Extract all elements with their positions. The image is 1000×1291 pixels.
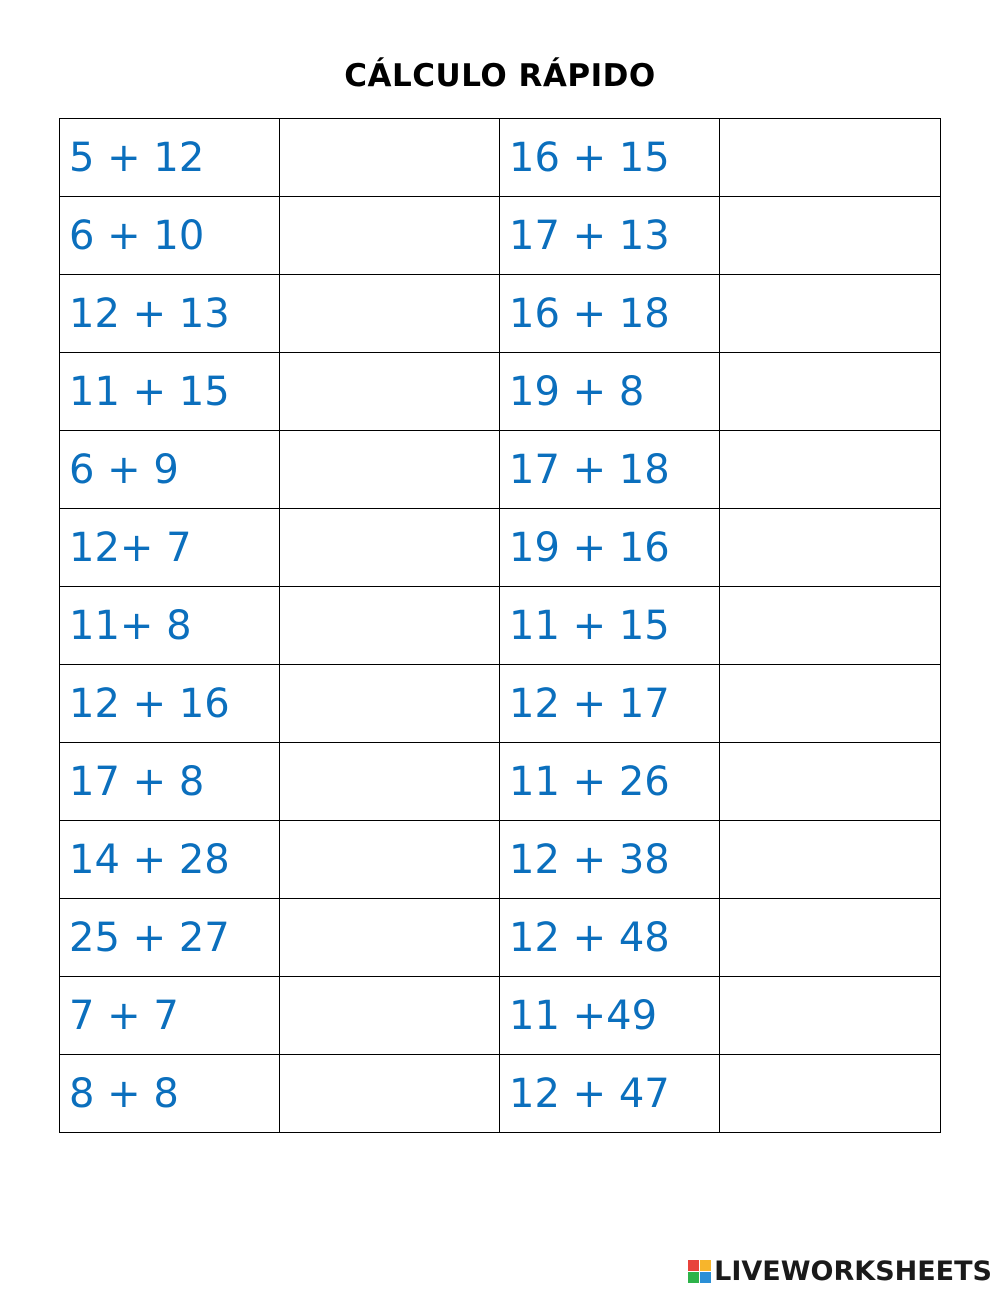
left-answer-input[interactable]	[280, 588, 499, 664]
right-answer-cell	[720, 509, 941, 587]
table-row	[60, 275, 941, 353]
table-row	[60, 509, 941, 587]
right-answer-input[interactable]	[720, 744, 940, 820]
left-answer-cell	[280, 197, 500, 275]
right-expression: 12 + 17	[500, 665, 720, 743]
right-answer-cell	[720, 353, 941, 431]
liveworksheets-logo-icon	[688, 1260, 711, 1283]
left-answer-cell	[280, 1055, 500, 1133]
right-expression: 11 + 15	[500, 587, 720, 665]
left-answer-input[interactable]	[280, 900, 499, 976]
left-answer-cell	[280, 665, 500, 743]
right-expression: 12 + 38	[500, 821, 720, 899]
left-expression: 25 + 27	[60, 899, 280, 977]
left-expression: 14 + 28	[60, 821, 280, 899]
right-answer-input[interactable]	[720, 198, 940, 274]
left-answer-cell	[280, 353, 500, 431]
left-expression: 12+ 7	[60, 509, 280, 587]
right-expression: 17 + 13	[500, 197, 720, 275]
right-answer-cell	[720, 587, 941, 665]
right-expression: 16 + 15	[500, 119, 720, 197]
left-answer-input[interactable]	[280, 354, 499, 430]
left-answer-input[interactable]	[280, 510, 499, 586]
right-answer-input[interactable]	[720, 978, 940, 1054]
right-answer-cell	[720, 197, 941, 275]
logo-square-i	[700, 1260, 711, 1271]
left-answer-input[interactable]	[280, 978, 499, 1054]
calculation-table	[59, 118, 941, 1133]
left-answer-input[interactable]	[280, 120, 499, 196]
right-answer-input[interactable]	[720, 510, 940, 586]
right-answer-input[interactable]	[720, 276, 940, 352]
left-expression: 17 + 8	[60, 743, 280, 821]
brand-name: LIVEWORKSHEETS	[714, 1255, 992, 1287]
left-answer-input[interactable]	[280, 198, 499, 274]
logo-square-l	[688, 1260, 699, 1271]
left-expression: 8 + 8	[60, 1055, 280, 1133]
right-answer-input[interactable]	[720, 588, 940, 664]
left-answer-input[interactable]	[280, 1056, 499, 1132]
right-answer-cell	[720, 275, 941, 353]
left-answer-cell	[280, 119, 500, 197]
left-expression: 11+ 8	[60, 587, 280, 665]
table-row	[60, 197, 941, 275]
table-row	[60, 353, 941, 431]
right-expression: 19 + 16	[500, 509, 720, 587]
left-expression: 5 + 12	[60, 119, 280, 197]
table-row	[60, 821, 941, 899]
left-expression: 12 + 16	[60, 665, 280, 743]
left-answer-cell	[280, 743, 500, 821]
right-answer-cell	[720, 1055, 941, 1133]
table-row	[60, 665, 941, 743]
right-answer-input[interactable]	[720, 900, 940, 976]
left-answer-cell	[280, 431, 500, 509]
right-answer-cell	[720, 821, 941, 899]
right-answer-cell	[720, 119, 941, 197]
logo-square-e	[700, 1272, 711, 1283]
right-answer-cell	[720, 977, 941, 1055]
liveworksheets-brand	[688, 1255, 992, 1287]
right-answer-input[interactable]	[720, 354, 940, 430]
left-answer-cell	[280, 509, 500, 587]
table-row	[60, 431, 941, 509]
right-expression: 17 + 18	[500, 431, 720, 509]
left-answer-cell	[280, 821, 500, 899]
left-answer-cell	[280, 899, 500, 977]
right-expression: 19 + 8	[500, 353, 720, 431]
table-row	[60, 977, 941, 1055]
left-expression: 11 + 15	[60, 353, 280, 431]
left-expression: 7 + 7	[60, 977, 280, 1055]
left-answer-input[interactable]	[280, 666, 499, 742]
left-answer-cell	[280, 587, 500, 665]
table-row	[60, 587, 941, 665]
right-answer-cell	[720, 899, 941, 977]
left-answer-cell	[280, 977, 500, 1055]
left-expression: 6 + 9	[60, 431, 280, 509]
left-expression: 12 + 13	[60, 275, 280, 353]
left-answer-cell	[280, 275, 500, 353]
right-expression: 11 + 26	[500, 743, 720, 821]
left-answer-input[interactable]	[280, 432, 499, 508]
logo-square-v	[688, 1272, 699, 1283]
right-expression: 16 + 18	[500, 275, 720, 353]
left-expression: 6 + 10	[60, 197, 280, 275]
right-answer-input[interactable]	[720, 120, 940, 196]
right-answer-cell	[720, 743, 941, 821]
left-answer-input[interactable]	[280, 276, 499, 352]
table-row	[60, 119, 941, 197]
left-answer-input[interactable]	[280, 822, 499, 898]
left-answer-input[interactable]	[280, 744, 499, 820]
right-answer-cell	[720, 431, 941, 509]
right-expression: 12 + 48	[500, 899, 720, 977]
right-answer-input[interactable]	[720, 432, 940, 508]
table-row	[60, 899, 941, 977]
table-row	[60, 1055, 941, 1133]
table-row	[60, 743, 941, 821]
right-expression: 11 +49	[500, 977, 720, 1055]
right-answer-input[interactable]	[720, 822, 940, 898]
right-expression: 12 + 47	[500, 1055, 720, 1133]
worksheet-title: CÁLCULO RÁPIDO	[344, 58, 656, 94]
right-answer-input[interactable]	[720, 666, 940, 742]
right-answer-input[interactable]	[720, 1056, 940, 1132]
right-answer-cell	[720, 665, 941, 743]
